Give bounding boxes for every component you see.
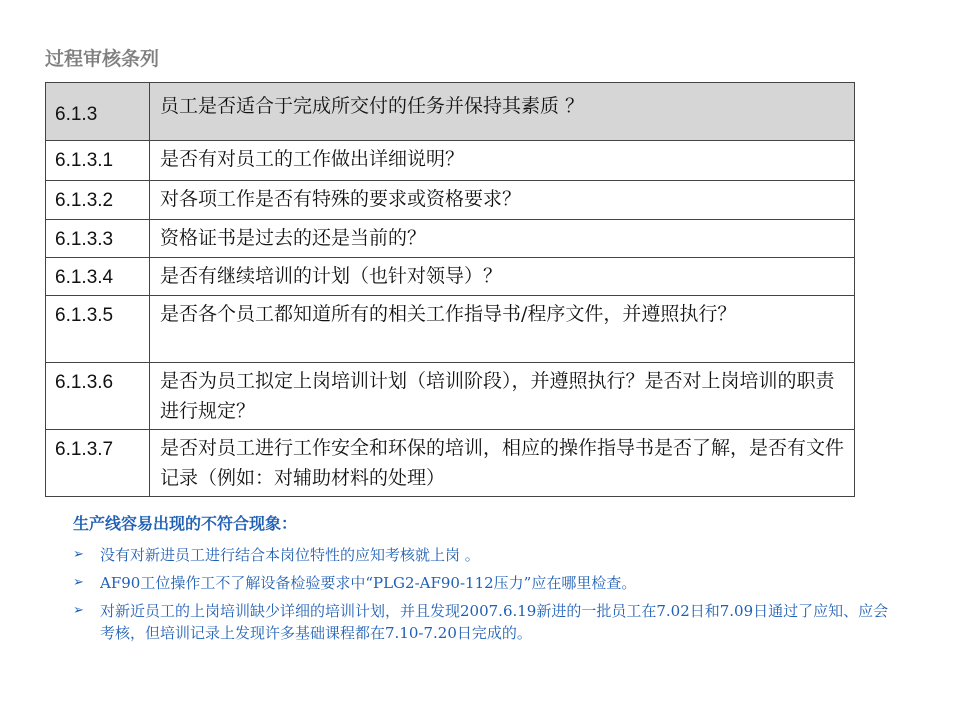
finding-text: AF90工位操作工不了解设备检验要求中“PLG2-AF90-112压力”应在哪里检查。: [100, 574, 637, 592]
item-number: 6.1.3.6: [46, 363, 150, 430]
item-number: 6.1.3.2: [46, 181, 150, 220]
table-row: [46, 181, 855, 220]
table-row: [46, 258, 855, 296]
item-question: 是否为员工拟定上岗培训计划（培训阶段），并遵照执行？是否对上岗培训的职责进行规定？: [150, 363, 855, 430]
table-header-row: [46, 83, 855, 141]
item-number: 6.1.3.3: [46, 220, 150, 258]
item-question: 是否对员工进行工作安全和环保的培训，相应的操作指导书是否了解，是否有文件记录（例如：对辅助材料的处理）: [150, 430, 855, 497]
audit-table: [45, 82, 855, 497]
table-row: [46, 363, 855, 430]
findings-title: 生产线容易出现的不符合现象：: [73, 514, 298, 533]
item-number: 6.1.3: [46, 83, 150, 141]
item-question: 对各项工作是否有特殊的要求或资格要求？: [150, 181, 855, 220]
table-row: [46, 220, 855, 258]
page-title: 过程审核条列: [45, 48, 160, 70]
item-question: 是否各个员工都知道所有的相关工作指导书/程序文件，并遵照执行？: [150, 296, 855, 363]
item-question: 是否有对员工的工作做出详细说明？: [150, 141, 855, 181]
table-row: [46, 430, 855, 497]
table-row: [46, 141, 855, 181]
nonconformity-findings: [73, 512, 903, 650]
finding-text: 对新近员工的上岗培训缺少详细的培训计划，并且发现2007.6.19新进的一批员工在7.02日和7.09日通过了应知、应会考核，但培训记录上发现许多基础课程都在7.10-7.20日完成的。: [100, 602, 889, 642]
list-item: [73, 544, 903, 566]
arrow-bullet-icon: ➢: [73, 603, 84, 618]
list-item: [73, 600, 903, 644]
arrow-bullet-icon: ➢: [73, 575, 84, 590]
item-number: 6.1.3.7: [46, 430, 150, 497]
table-row: [46, 296, 855, 363]
finding-text: 没有对新进员工进行结合本岗位特性的应知考核就上岗 。: [100, 546, 480, 564]
item-question: 员工是否适合于完成所交付的任务并保持其素质 ？: [150, 83, 855, 141]
item-question: 是否有继续培训的计划（也针对领导）？: [150, 258, 855, 296]
arrow-bullet-icon: ➢: [73, 547, 84, 562]
list-item: [73, 572, 903, 594]
item-number: 6.1.3.1: [46, 141, 150, 181]
item-question: 资格证书是过去的还是当前的？: [150, 220, 855, 258]
item-number: 6.1.3.5: [46, 296, 150, 363]
item-number: 6.1.3.4: [46, 258, 150, 296]
